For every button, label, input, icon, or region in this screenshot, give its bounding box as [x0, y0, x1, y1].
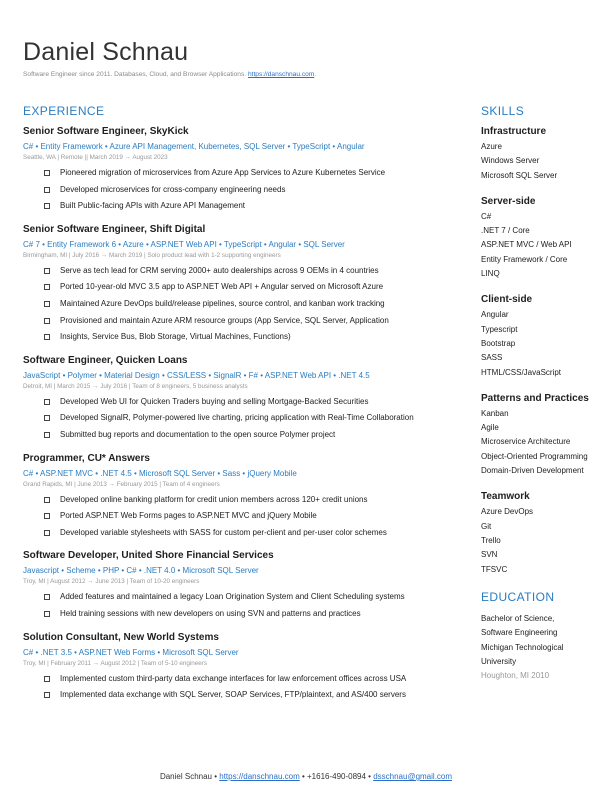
job-bullet — [23, 279, 471, 296]
job-bullet — [23, 198, 471, 215]
education-date: Houghton, MI 2010 — [481, 671, 550, 681]
job-title: Senior Software Engineer, SkyKick — [23, 126, 189, 137]
checkbox-bullet-icon — [44, 284, 50, 290]
job-bullet — [23, 525, 471, 542]
job-title: Software Engineer, Quicken Loans — [23, 354, 188, 366]
tagline — [23, 71, 316, 78]
checkbox-bullet-icon — [44, 530, 50, 536]
experience-heading: EXPERIENCE — [23, 104, 105, 118]
job-tech-stack: C# 7 • Entity Framework 6 • Azure • ASP.NET Web API • TypeScript • Angular • SQL Server — [23, 239, 345, 249]
job-bullet — [23, 313, 471, 330]
footer-separator: • — [212, 772, 220, 781]
job-entry — [23, 632, 471, 704]
job-bullet-text: Built Public-facing APIs with Azure API Management — [60, 201, 245, 211]
skill-item: Azure DevOps — [481, 507, 534, 517]
job-title: Software Developer, United Shore Financial Services — [23, 550, 274, 562]
education-line: Bachelor of Science, — [481, 613, 555, 623]
skill-item: ASP.NET MVC / Web API — [481, 240, 572, 250]
checkbox-bullet-icon — [44, 513, 50, 519]
job-bullet-text: Ported 10-year-old MVC 3.5 app to ASP.NET Web API + Angular served on Microsoft Azure — [60, 282, 384, 292]
skill-item: Angular — [481, 310, 509, 320]
job-bullet-list — [23, 263, 471, 346]
skill-item: Entity Framework / Core — [481, 254, 568, 264]
job-bullet — [23, 687, 471, 704]
job-title: Solution Consultant, New World Systems — [23, 631, 219, 643]
checkbox-bullet-icon — [44, 203, 50, 209]
footer — [0, 772, 612, 781]
job-bullet-list — [23, 492, 471, 542]
skill-item: HTML/CSS/JavaScript — [481, 367, 562, 377]
checkbox-bullet-icon — [44, 432, 50, 438]
job-bullet — [23, 329, 471, 346]
skill-item: C# — [481, 211, 492, 221]
education-line: Michigan Technological — [481, 642, 564, 652]
checkbox-bullet-icon — [44, 334, 50, 340]
checkbox-bullet-icon — [44, 611, 50, 617]
checkbox-bullet-icon — [44, 497, 50, 503]
skill-item: LINQ — [481, 269, 500, 279]
job-meta: Birmingham, MI | July 2016 → March 2019 | Solo product lead with 1-2 supporting engineers — [23, 251, 281, 259]
skills-section — [481, 104, 606, 684]
job-bullet-text: Developed microservices for cross-company engineering needs — [60, 184, 286, 194]
job-bullet-text: Developed variable stylesheets with SASS for custom per-client and per-user color schemes — [60, 527, 387, 537]
skill-group-title: Server-side — [481, 195, 536, 207]
job-bullet-text: Implemented data exchange with SQL Server, SOAP Services, FTP/plaintext, and AS/400 servers — [60, 690, 406, 700]
job-bullet — [23, 182, 471, 199]
checkbox-bullet-icon — [44, 301, 50, 307]
footer-separator: • — [299, 772, 307, 781]
job-meta: Troy, MI | February 2011 → August 2012 | Team of 5-10 engineers — [23, 659, 207, 667]
skills-heading: SKILLS — [481, 104, 525, 118]
job-bullet — [23, 427, 471, 444]
job-bullet — [23, 296, 471, 313]
job-tech-stack: JavaScript • Polymer • Material Design • CSS/LESS • SignalR • F# • ASP.NET Web API • .NET 4.5 — [23, 370, 370, 380]
skill-item: Object-Oriented Programming — [481, 451, 588, 461]
website-link[interactable]: https://danschnau.com — [247, 71, 315, 78]
job-bullet-list — [23, 589, 471, 622]
job-entry — [23, 550, 471, 622]
skill-item: Kanban — [481, 408, 509, 418]
checkbox-bullet-icon — [44, 692, 50, 698]
skill-group — [481, 196, 606, 281]
job-entry — [23, 355, 471, 444]
job-bullet — [23, 671, 471, 688]
job-bullet-list — [23, 394, 471, 444]
job-tech-stack: C# • ASP.NET MVC • .NET 4.5 • Microsoft SQL Server • Sass • jQuery Mobile — [23, 468, 297, 478]
checkbox-bullet-icon — [44, 170, 50, 176]
job-title: Programmer, CU* Answers — [23, 452, 150, 464]
checkbox-bullet-icon — [44, 415, 50, 421]
job-meta: Detroit, MI | March 2015 → July 2016 | Team of 8 engineers, 5 business analysts — [23, 382, 248, 390]
job-bullet — [23, 165, 471, 182]
checkbox-bullet-icon — [44, 268, 50, 274]
job-bullet — [23, 263, 471, 280]
skill-item: Microsoft SQL Server — [481, 170, 558, 180]
footer-phone: +1616-490-0894 — [307, 772, 366, 781]
footer-name: Daniel Schnau — [159, 772, 212, 781]
checkbox-bullet-icon — [44, 187, 50, 193]
job-meta: Grand Rapids, MI | June 2013 → February 2015 | Team of 4 engineers — [23, 480, 220, 488]
tagline-end: . — [314, 71, 317, 78]
job-bullet-text: Developed SignalR, Polymer-powered live charting, pricing application with Real-Time Collaboration — [60, 413, 414, 423]
skill-group — [481, 491, 606, 576]
skill-group-title: Patterns and Practices — [481, 392, 589, 404]
job-bullet — [23, 410, 471, 427]
education-line: Software Engineering — [481, 628, 558, 638]
skill-group — [481, 393, 606, 478]
education-details — [481, 612, 606, 684]
job-entry — [23, 453, 471, 542]
job-bullet — [23, 508, 471, 525]
skill-group-title: Client-side — [481, 294, 533, 306]
skill-item: Agile — [481, 423, 499, 433]
skill-item: Windows Server — [481, 156, 540, 166]
footer-separator: • — [365, 772, 374, 781]
checkbox-bullet-icon — [44, 594, 50, 600]
job-bullet — [23, 606, 471, 623]
job-bullet-text: Maintained Azure DevOps build/release pipelines, source control, and kanban work tracking — [60, 298, 385, 308]
job-list — [23, 126, 471, 704]
experience-section — [23, 104, 471, 704]
job-bullet — [23, 394, 471, 411]
job-tech-stack: C# • .NET 3.5 • ASP.NET Web Forms • Microsoft SQL Server — [23, 647, 239, 657]
skill-group — [481, 294, 606, 379]
job-tech-stack: C# • Entity Framework • Azure API Management, Kubernetes, SQL Server • TypeScript • Angular — [23, 142, 365, 151]
skill-group-title: Infrastructure — [481, 126, 547, 137]
footer-website-link[interactable]: https://danschnau.com — [219, 772, 300, 781]
job-bullet-text: Implemented custom third-party data exchange interfaces for law enforcement offices across USA — [60, 673, 407, 683]
job-bullet-text: Pioneered migration of microservices from Azure App Services to Azure Kubernetes Service — [60, 168, 386, 177]
skill-item: SASS — [481, 353, 503, 363]
skill-group — [481, 126, 606, 183]
checkbox-bullet-icon — [44, 399, 50, 405]
skill-group-title: Teamwork — [481, 491, 530, 503]
job-bullet-list — [23, 671, 471, 704]
skill-item: SVN — [481, 550, 498, 560]
skill-item: Domain-Driven Development — [481, 466, 584, 476]
skill-item: Bootstrap — [481, 338, 516, 348]
job-bullet-text: Submitted bug reports and documentation to the open source Polymer project — [60, 429, 336, 439]
job-bullet-text: Held training sessions with new developers on using SVN and patterns and practices — [60, 608, 361, 618]
job-bullet-text: Insights, Service Bus, Blob Storage, Virtual Machines, Functions) — [60, 332, 291, 342]
skill-item: Microservice Architecture — [481, 437, 571, 447]
skill-groups — [481, 126, 606, 577]
skill-item: Azure — [481, 142, 502, 151]
job-title: Senior Software Engineer, Shift Digital — [23, 223, 206, 235]
job-entry — [23, 126, 471, 215]
job-bullet-text: Ported ASP.NET Web Forms pages to ASP.NET MVC and jQuery Mobile — [60, 511, 317, 521]
job-bullet-text: Added features and maintained a legacy Loan Origination System and Client Scheduling systems — [60, 592, 405, 602]
skill-item: .NET 7 / Core — [481, 226, 530, 236]
job-bullet — [23, 492, 471, 509]
job-bullet-text: Developed online banking platform for credit union members across 120+ credit unions — [60, 494, 368, 504]
education-heading: EDUCATION — [481, 589, 555, 604]
job-tech-stack: Javascript • Scheme • PHP • C# • .NET 4.0 • Microsoft SQL Server — [23, 566, 259, 576]
resume-name: Daniel Schnau — [23, 38, 189, 66]
job-bullet-text: Provisioned and maintain Azure ARM resource groups (App Service, SQL Server, Application — [60, 315, 389, 325]
skill-item: Typescript — [481, 324, 518, 334]
skill-item: Git — [481, 521, 492, 531]
job-bullet — [23, 589, 471, 606]
job-meta: Seattle, WA | Remote || March 2019 → August 2023 — [23, 154, 168, 161]
job-bullet-text: Serve as tech lead for CRM serving 2000+ auto dealerships across 9 OEMs in 4 countries — [60, 265, 379, 275]
checkbox-bullet-icon — [44, 318, 50, 324]
job-meta: Troy, MI | August 2012 → June 2013 | Team of 10-20 engineers — [23, 578, 200, 586]
job-bullet-list — [23, 165, 471, 215]
skill-item: TFSVC — [481, 564, 508, 574]
checkbox-bullet-icon — [44, 676, 50, 682]
tagline-text: Software Engineer since 2011. Databases, Cloud, and Browser Applications. — [23, 71, 247, 78]
footer-email-link[interactable]: dsschnau@gmail.com — [373, 772, 453, 781]
education-line: University — [481, 657, 517, 667]
skill-item: Trello — [481, 535, 501, 545]
job-entry — [23, 224, 471, 346]
job-bullet-text: Developed Web UI for Quicken Traders buying and selling Mortgage-Backed Securities — [60, 396, 369, 406]
